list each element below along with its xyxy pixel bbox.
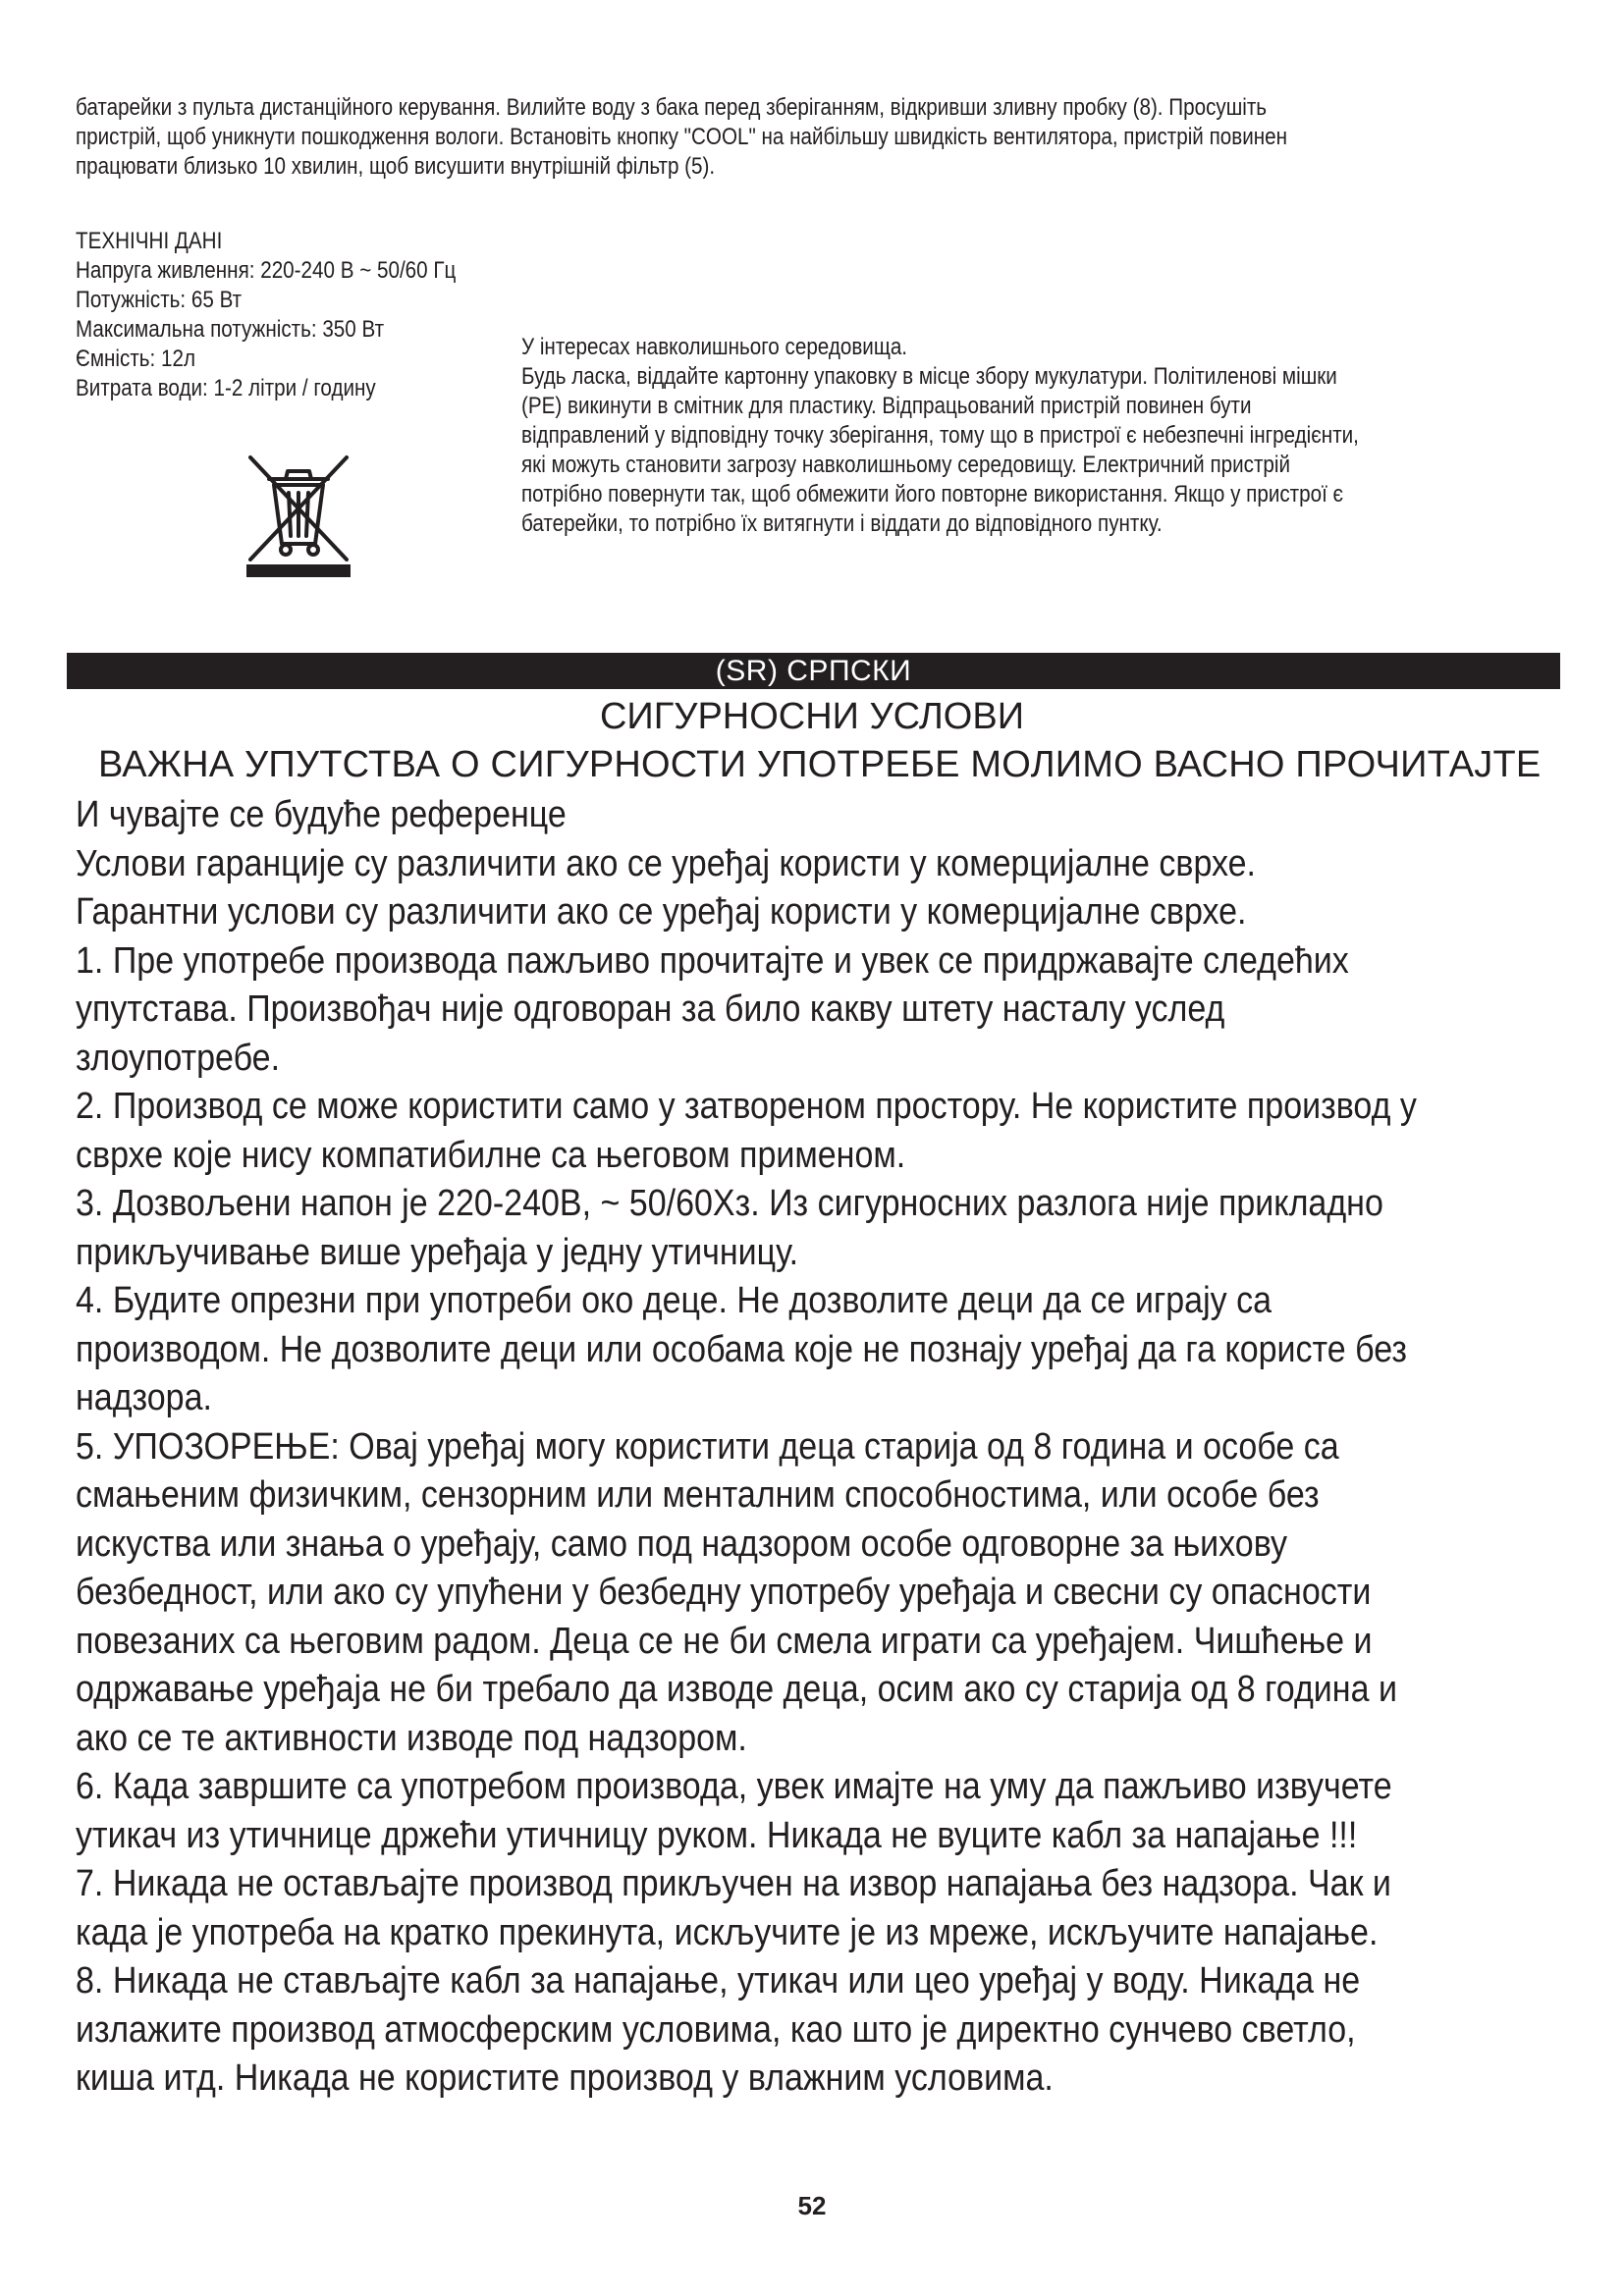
section-title: СИГУРНОСНИ УСЛОВИ [599, 696, 1025, 737]
technical-data [76, 227, 549, 403]
instruction-line: И чувајте се будуће референце [76, 794, 567, 835]
instruction-line: 5. УПОЗОРЕЊЕ: Овај уређај могу користити деца старија од 8 година и особе са [76, 1425, 1339, 1468]
environment-line: Будь ласка, віддайте картонну упаковку в місце збору мукулатури. Політиленові мішки [521, 363, 1337, 390]
language-section-bar [67, 653, 1560, 689]
environment-line: відправлений у відповідну точку зберігання, тому що в пристрої є небезпечні інгредієнти, [521, 422, 1359, 449]
instruction-line: 8. Никада не стављајте кабл за напајање, утикач или цео уређај у воду. Никада не [76, 1960, 1361, 2002]
technical-data-item: Витрата води: 1-2 літри / годину [76, 375, 376, 401]
instruction-line: када је употреба на кратко прекинута, искључите је из мреже, искључите напајање. [76, 1911, 1379, 1953]
instruction-line: безбедност, или ако су упућени у безбедну употребу уређаја и свесни су опасности [76, 1572, 1372, 1613]
instruction-line: 2. Производ се може користити само у затвореном простору. Не користите производ у [76, 1086, 1417, 1127]
technical-data-item: Максимальна потужність: 350 Вт [76, 316, 385, 343]
instruction-line: 6. Када завршите са употребом производа, увек имајте на уму да пажљиво извучете [76, 1766, 1392, 1807]
weee-crossed-bin-icon [244, 450, 352, 577]
instruction-line: 3. Дозвољени напон је 220-240В, ~ 50/60Хз. Из сигурносних разлога није прикладно [76, 1183, 1383, 1224]
language-label: (SR) СРПСКИ [715, 655, 912, 687]
intro-paragraph [76, 93, 1562, 182]
instruction-line: производом. Не дозволите деци или особама које не познају уређај да га користе без [76, 1328, 1407, 1370]
environment-line: потрібно повернути так, щоб обмежити його повторне використання. Якщо у пристрої є [521, 481, 1344, 507]
section-subtitle: ВАЖНА УПУТСТВА О СИГУРНОСТИ УПОТРЕБЕ МОЛИМО ВАСНО ПРОЧИТАЈТЕ [98, 744, 1542, 785]
instruction-line: одржавање уређаја не би требало да изводе деца, осим ако су старија од 8 година и [76, 1669, 1397, 1710]
instruction-line: прикључивање више уређаја у једну утичницу. [76, 1231, 799, 1273]
technical-data-item: Ємність: 12л [76, 346, 196, 372]
instruction-line: Гарантни услови су различити ако се уређај користи у комерцијалне сврхе. [76, 891, 1247, 933]
instruction-line: искуства или знања о уређају, само под надзором особе одговорне за њихову [76, 1522, 1288, 1565]
safety-instructions [76, 791, 1587, 2104]
instruction-line: ако се те активности изводе под надзором. [76, 1717, 747, 1759]
instruction-line: 1. Пре употребе производа пажљиво прочитајте и увек се придржавајте следећих [76, 939, 1349, 982]
intro-line: працювати близько 10 хвилин, щоб висушити внутрішній фільтр (5). [76, 153, 716, 180]
instruction-line: упутстава. Произвођач није одговоран за било какву штету насталу услед [76, 988, 1225, 1030]
intro-line: батарейки з пульта дистанційного керування. Вилийте воду з бака перед зберіганням, відкривши зливну пробку (8). Просушіть [76, 94, 1268, 121]
instruction-line: надзора. [76, 1377, 212, 1418]
technical-data-list [76, 256, 549, 403]
environment-line: У інтересах навколишнього середовища. [521, 334, 908, 360]
instruction-line: утикач из утичнице држећи утичницу руком. Никада не вуците кабл за напајање !!! [76, 1814, 1358, 1856]
intro-line: пристрій, щоб уникнути пошкодження вологи. Встановіть кнопку "COOL" на найбільшу швидкість вентилятора, пристрій повинен [76, 124, 1288, 150]
environment-line: які можуть становити загрозу навколишньому середовищу. Електричний пристрій [521, 452, 1290, 478]
environment-notice [521, 333, 1624, 539]
environment-line: (PE) викинути в смітник для пластику. Відпрацьований пристрій повинен бути [521, 393, 1252, 419]
technical-data-heading: ТЕХНІЧНІ ДАНІ [76, 228, 223, 254]
instruction-line: злоупотребе. [76, 1037, 281, 1079]
technical-data-item: Потужність: 65 Вт [76, 287, 243, 313]
instruction-line: 4. Будите опрезни при употреби око деце. Не дозволите деци да се играју са [76, 1280, 1272, 1321]
environment-line: батерейки, то потрібно їх витягнути і віддати до відповідного пунтку. [521, 510, 1163, 537]
instruction-line: Услови гаранције су различити ако се уређај користи у комерцијалне сврхе. [76, 842, 1256, 884]
instruction-line: киша итд. Никада не користите производ у влажним условима. [76, 2057, 1054, 2099]
instruction-line: излажите производ атмосферским условима, као што је директно сунчево светло, [76, 2008, 1356, 2051]
page-number: 52 [797, 2191, 827, 2220]
instruction-line: повезаних са његовим радом. Деца се не би смела играти са уређајем. Чишћење и [76, 1620, 1373, 1662]
instruction-line: 7. Никада не остављајте производ прикључен на извор напајања без надзора. Чак и [76, 1863, 1391, 1904]
instruction-line: сврхе које нису компатибилне са његовом применом. [76, 1134, 906, 1176]
instruction-line: смањеним физичким, сензорним или менталним способностима, или особе без [76, 1474, 1320, 1516]
technical-data-item: Напруга живлення: 220-240 В ~ 50/60 Гц [76, 257, 457, 284]
